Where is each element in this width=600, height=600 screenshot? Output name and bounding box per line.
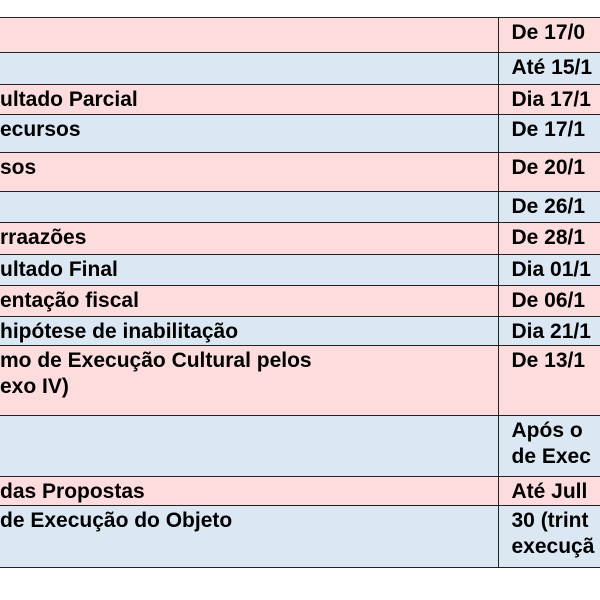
date-cell xyxy=(498,192,600,223)
stage-cell xyxy=(0,115,498,153)
stage-cell xyxy=(0,85,498,115)
date-text: De 17/0 xyxy=(511,21,586,44)
date-text: De 28/1 xyxy=(511,226,586,249)
date-text: De 13/1 xyxy=(511,349,586,372)
stage-text: ultado Parcial xyxy=(0,88,138,111)
date-text: Dia 17/1 xyxy=(511,88,591,111)
table-row xyxy=(0,506,600,568)
stage-cell xyxy=(0,286,498,317)
table-row xyxy=(0,18,600,53)
stage-text: hipótese de inabilitação xyxy=(0,320,239,343)
date-cell xyxy=(498,346,600,416)
date-cell xyxy=(498,18,600,53)
date-text: Até 15/1 xyxy=(511,56,593,79)
date-text: De 17/1 xyxy=(511,118,586,141)
date-cell xyxy=(498,286,600,317)
date-text: Dia 21/1 xyxy=(511,320,591,343)
date-cell xyxy=(498,416,600,477)
stage-cell xyxy=(0,223,498,255)
table-row xyxy=(0,346,600,416)
stage-cell xyxy=(0,317,498,346)
stage-text: mo de Execução Cultural pelos xyxy=(0,349,312,372)
date-cell xyxy=(498,153,600,192)
table-row xyxy=(0,477,600,506)
date-cell xyxy=(498,255,600,286)
table-row xyxy=(0,115,600,153)
stage-text: entação fiscal xyxy=(0,289,139,312)
date-cell xyxy=(498,477,600,506)
stage-cell xyxy=(0,477,498,506)
date-text: 30 (trint xyxy=(511,509,589,532)
date-cell xyxy=(498,115,600,153)
date-cell xyxy=(498,53,600,85)
date-cell xyxy=(498,85,600,115)
stage-cell xyxy=(0,506,498,568)
date-cell xyxy=(498,506,600,568)
table-row xyxy=(0,192,600,223)
date-text: Até Jull xyxy=(511,480,588,503)
stage-text: rraazões xyxy=(0,226,87,249)
table-row xyxy=(0,53,600,85)
stage-text: de Execução do Objeto xyxy=(0,509,233,532)
stage-text: ecursos xyxy=(0,118,81,141)
table-row xyxy=(0,153,600,192)
table-row xyxy=(0,286,600,317)
date-cell xyxy=(498,317,600,346)
schedule-table xyxy=(0,17,600,568)
table-row xyxy=(0,317,600,346)
table-row xyxy=(0,223,600,255)
stage-cell xyxy=(0,53,498,85)
stage-text: ultado Final xyxy=(0,258,118,281)
schedule-table-wrapper xyxy=(0,17,600,568)
table-row xyxy=(0,416,600,477)
stage-cell xyxy=(0,153,498,192)
date-text: Dia 01/1 xyxy=(511,258,591,281)
date-cell xyxy=(498,223,600,255)
table-row xyxy=(0,85,600,115)
stage-cell xyxy=(0,255,498,286)
stage-cell xyxy=(0,192,498,223)
stage-cell xyxy=(0,18,498,53)
stage-cell xyxy=(0,346,498,416)
date-text: De 20/1 xyxy=(511,156,586,179)
schedule-table-body xyxy=(0,18,600,568)
date-text: de Exec xyxy=(511,445,591,468)
stage-text: das Propostas xyxy=(0,480,145,503)
date-text: De 26/1 xyxy=(511,195,586,218)
date-text: De 06/1 xyxy=(511,289,586,312)
stage-cell xyxy=(0,416,498,477)
stage-text: exo IV) xyxy=(0,375,69,398)
date-text: Após o xyxy=(511,419,583,442)
stage-text: sos xyxy=(0,156,37,179)
table-row xyxy=(0,255,600,286)
date-text: execuçã xyxy=(511,535,595,558)
